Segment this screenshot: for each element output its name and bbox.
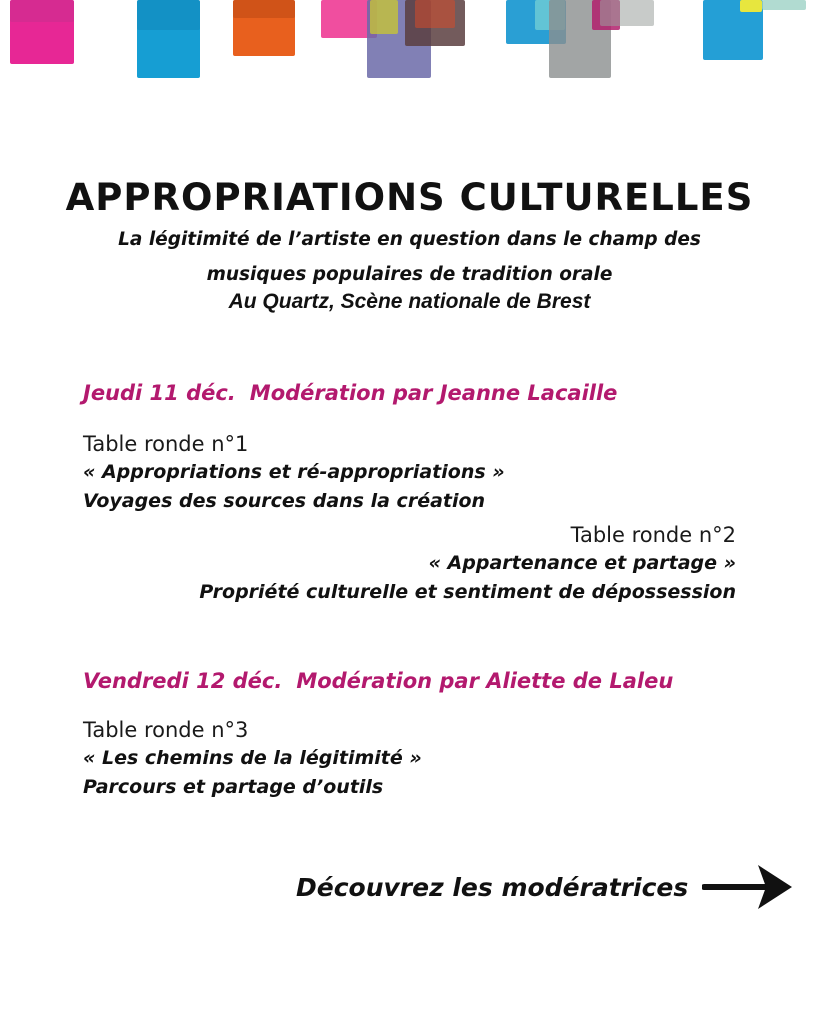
discover-moderators-link[interactable] (296, 863, 794, 911)
round-number: Table ronde n°1 (83, 432, 249, 456)
arrow-right-icon (702, 863, 794, 911)
round-table-2 (199, 521, 736, 607)
color-block (233, 0, 295, 18)
round-name: « Appropriations et ré-appropriations » (83, 461, 505, 483)
round-description: Propriété culturelle et sentiment de dépossession (199, 581, 736, 603)
day-moderation: Modération par Jeanne Lacaille (249, 381, 618, 405)
subtitle (110, 222, 709, 292)
round-name: « Appartenance et partage » (428, 552, 736, 574)
round-number: Table ronde n°3 (83, 718, 249, 742)
day-moderation: Modération par Aliette de Laleu (296, 669, 674, 693)
color-block (415, 0, 455, 28)
round-description: Voyages des sources dans la création (83, 490, 486, 512)
round-table-1 (83, 430, 505, 516)
decorative-color-blocks (0, 0, 819, 90)
round-number: Table ronde n°2 (570, 523, 736, 547)
venue: Au Quartz, Scène nationale de Brest (228, 290, 591, 313)
day-date: Jeudi 11 déc. (83, 381, 236, 405)
color-block (10, 0, 74, 22)
color-block (600, 0, 654, 26)
cta-label: Découvrez les modératrices (296, 872, 689, 902)
color-block (740, 0, 762, 12)
subtitle-line-2: musiques populaires de tradition orale (206, 264, 613, 285)
color-block (137, 0, 200, 30)
page-title: APPROPRIATIONS CULTURELLES (65, 176, 754, 219)
color-block (370, 0, 398, 34)
round-name: « Les chemins de la légitimité » (83, 747, 422, 769)
day-heading-2 (83, 669, 673, 693)
round-description: Parcours et partage d’outils (83, 776, 384, 798)
subtitle-line-1: La légitimité de l’artiste en question dans le champ des (118, 229, 701, 250)
color-block (762, 0, 806, 10)
day-date: Vendredi 12 déc. (83, 669, 283, 693)
day-heading-1 (83, 381, 617, 405)
round-table-3 (83, 716, 422, 802)
